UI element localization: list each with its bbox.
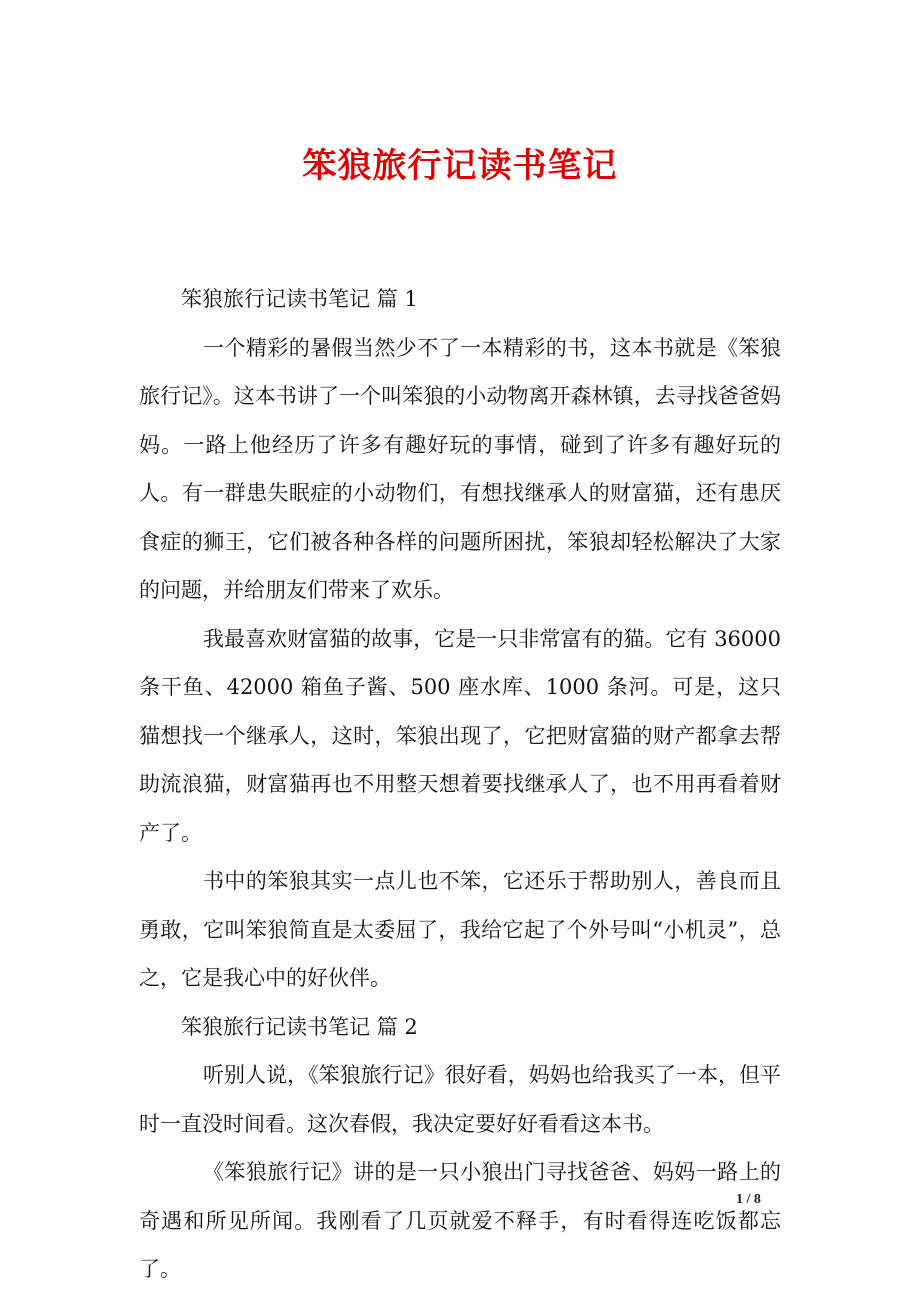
document-title: 笨狼旅行记读书笔记 [302, 146, 618, 186]
document-body [139, 275, 781, 1294]
page-number: 1 / 8 [736, 1192, 761, 1207]
section-heading: 笨狼旅行记读书笔记 篇 2 [181, 1014, 418, 1039]
paragraph: 听别人说，《笨狼旅行记》很好看，妈妈也给我买了一本，但平时一直没时间看。这次春假，我决定要好好看看这本书。 [139, 1063, 781, 1136]
paragraph: 书中的笨狼其实一点儿也不笨，它还乐于帮助别人，善良而且勇敢，它叫笨狼简直是太委屈了，我给它起了个外号叫“小机灵”，总之，它是我心中的好伙伴。 [139, 869, 781, 990]
paragraph: 一个精彩的暑假当然少不了一本精彩的书，这本书就是《笨狼旅行记》。这本书讲了一个叫笨狼的小动物离开森林镇，去寻找爸爸妈妈。一路上他经历了许多有趣好玩的事情，碰到了许多有趣好玩的人。有一群患失眠症的小动物们，有想找继承人的财富猫，还有患厌食症的狮王，它们被各种各样的问题所困扰，笨狼却轻松解决了大家的问题，并给朋友们带来了欢乐。 [139, 335, 781, 602]
paragraph: 我最喜欢财富猫的故事，它是一只非常富有的猫。它有 36000 条干鱼、42000 箱鱼子酱、500 座水库、1000 条河。可是，这只猫想找一个继承人，这时，笨狼出现了，它把财富猫的财产都拿去帮助流浪猫，财富猫再也不用整天想着要找继承人了，也不用再看着财产了。 [139, 626, 781, 845]
paragraph: 《笨狼旅行记》讲的是一只小狼出门寻找爸爸、妈妈一路上的奇遇和所见所闻。我刚看了几页就爱不释手，有时看得连吃饭都忘了。 [139, 1160, 781, 1281]
section-heading: 笨狼旅行记读书笔记 篇 1 [181, 287, 418, 311]
